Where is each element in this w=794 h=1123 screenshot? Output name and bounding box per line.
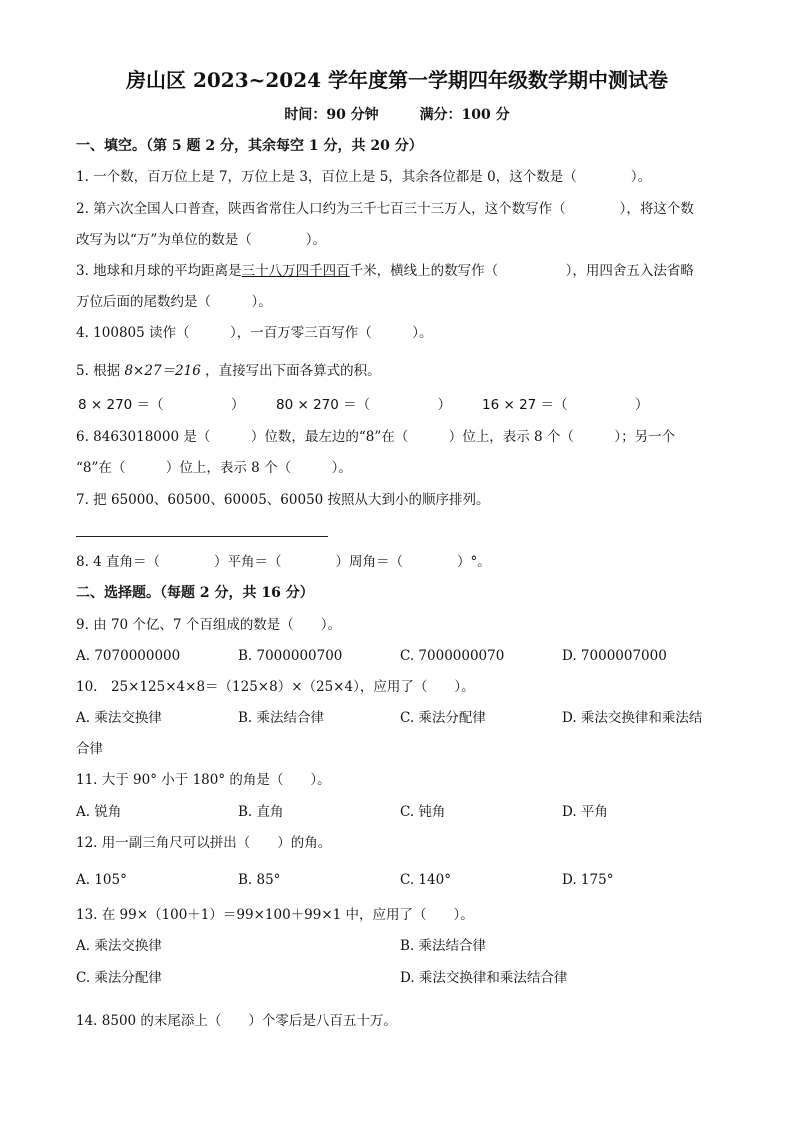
question-9-option-c: C. 7000000070 xyxy=(400,648,505,664)
question-11-option-c: C. 钝角 xyxy=(400,804,446,820)
question-10-option-b: B. 乘法结合律 xyxy=(238,710,325,726)
question-12-option-d: D. 175° xyxy=(562,872,614,888)
question-5-item-3: 16 × 27 ＝（ ） xyxy=(482,397,649,413)
question-8: 8. 4 直角＝（ ）平角＝（ ）周角＝（ ）°。 xyxy=(76,554,491,570)
question-5-item-2: 80 × 270 ＝（ ） xyxy=(276,397,452,413)
question-9-option-a: A. 7070000000 xyxy=(76,648,181,664)
question-11-option-b: B. 直角 xyxy=(238,804,284,820)
question-3-underlined: 三十八万四千四百 xyxy=(241,263,350,279)
question-4: 4. 100805 读作（ ），一百万零三百写作（ ）。 xyxy=(76,325,433,341)
question-5-suffix: ，直接写出下面各算式的积。 xyxy=(205,363,381,379)
question-9-option-b: B. 7000000700 xyxy=(238,648,343,664)
question-5-prefix: 5. 根据 xyxy=(76,363,121,379)
question-12-option-b: B. 85° xyxy=(238,872,281,888)
question-5 xyxy=(76,362,381,380)
question-2-line-2: 改写为以“万”为单位的数是（ ）。 xyxy=(76,232,327,248)
question-12-option-a: A. 105° xyxy=(76,872,127,888)
question-13-option-d: D. 乘法交换律和乘法结合律 xyxy=(400,970,568,986)
question-7: 7. 把 65000、60500、60005、60050 按照从大到小的顺序排列。 xyxy=(76,492,490,508)
section-fill-blank: 一、填空。（第 5 题 2 分，其余每空 1 分，共 20 分） xyxy=(76,138,423,154)
question-6-line-2: “8”在（ ）位上，表示 8 个（ ）。 xyxy=(76,460,352,476)
exam-meta xyxy=(0,104,794,124)
question-9: 9. 由 70 个亿、7 个百组成的数是（ ）。 xyxy=(76,617,342,633)
question-13-option-a: A. 乘法交换律 xyxy=(76,938,162,954)
section-choice: 二、选择题。（每题 2 分，共 16 分） xyxy=(76,585,314,601)
question-11-option-d: D. 平角 xyxy=(562,804,608,820)
question-3-line-2: 万位后面的尾数约是（ ）。 xyxy=(76,294,272,310)
question-10-option-d-wrap: 合律 xyxy=(76,741,103,757)
question-10: 10. 25×125×4×8＝（125×8）×（25×4），应用了（ ）。 xyxy=(76,679,475,695)
question-13: 13. 在 99×（100＋1）＝99×100＋99×1 中，应用了（ ）。 xyxy=(76,907,474,923)
question-1: 1. 一个数，百万位上是 7，万位上是 3，百位上是 5，其余各位都是 0，这个数是（ ）。 xyxy=(76,169,651,185)
question-10-option-c: C. 乘法分配律 xyxy=(400,710,486,726)
question-9-option-d: D. 7000007000 xyxy=(562,648,667,664)
question-14: 14. 8500 的末尾添上（ ）个零后是八百五十万。 xyxy=(76,1013,397,1029)
question-3-suffix: 千米，横线上的数写作（ ），用四舍五入法省略 xyxy=(349,263,694,279)
question-6-line-1: 6. 8463018000 是（ ）位数，最左边的“8”在（ ）位上，表示 8 个（ ）；另一个 xyxy=(76,429,676,445)
question-11: 11. 大于 90° 小于 180° 的角是（ ）。 xyxy=(76,772,331,788)
page-title: 房山区 2023~2024 学年度第一学期四年级数学期中测试卷 xyxy=(125,68,668,92)
question-11-option-a: A. 锐角 xyxy=(76,804,122,820)
exam-score: 满分：100 分 xyxy=(419,107,510,123)
question-10-option-a: A. 乘法交换律 xyxy=(76,710,162,726)
question-2-line-1: 2. 第六次全国人口普查，陕西省常住人口约为三千七百三十三万人，这个数写作（ ），将这个数 xyxy=(76,201,694,217)
question-12-option-c: C. 140° xyxy=(400,872,451,888)
question-12: 12. 用一副三角尺可以拼出（ ）的角。 xyxy=(76,835,332,851)
question-5-equation: 8×27＝216 xyxy=(124,363,201,379)
question-5-item-1: 8 × 270 ＝（ ） xyxy=(78,397,245,413)
question-10-option-d: D. 乘法交换律和乘法结 xyxy=(562,710,703,726)
question-3-line-1 xyxy=(76,262,694,280)
question-13-option-b: B. 乘法结合律 xyxy=(400,938,487,954)
question-13-option-c: C. 乘法分配律 xyxy=(76,970,162,986)
question-3-prefix: 3. 地球和月球的平均距离是 xyxy=(76,263,242,279)
answer-line xyxy=(76,536,328,537)
exam-time: 时间：90 分钟 xyxy=(284,107,379,123)
